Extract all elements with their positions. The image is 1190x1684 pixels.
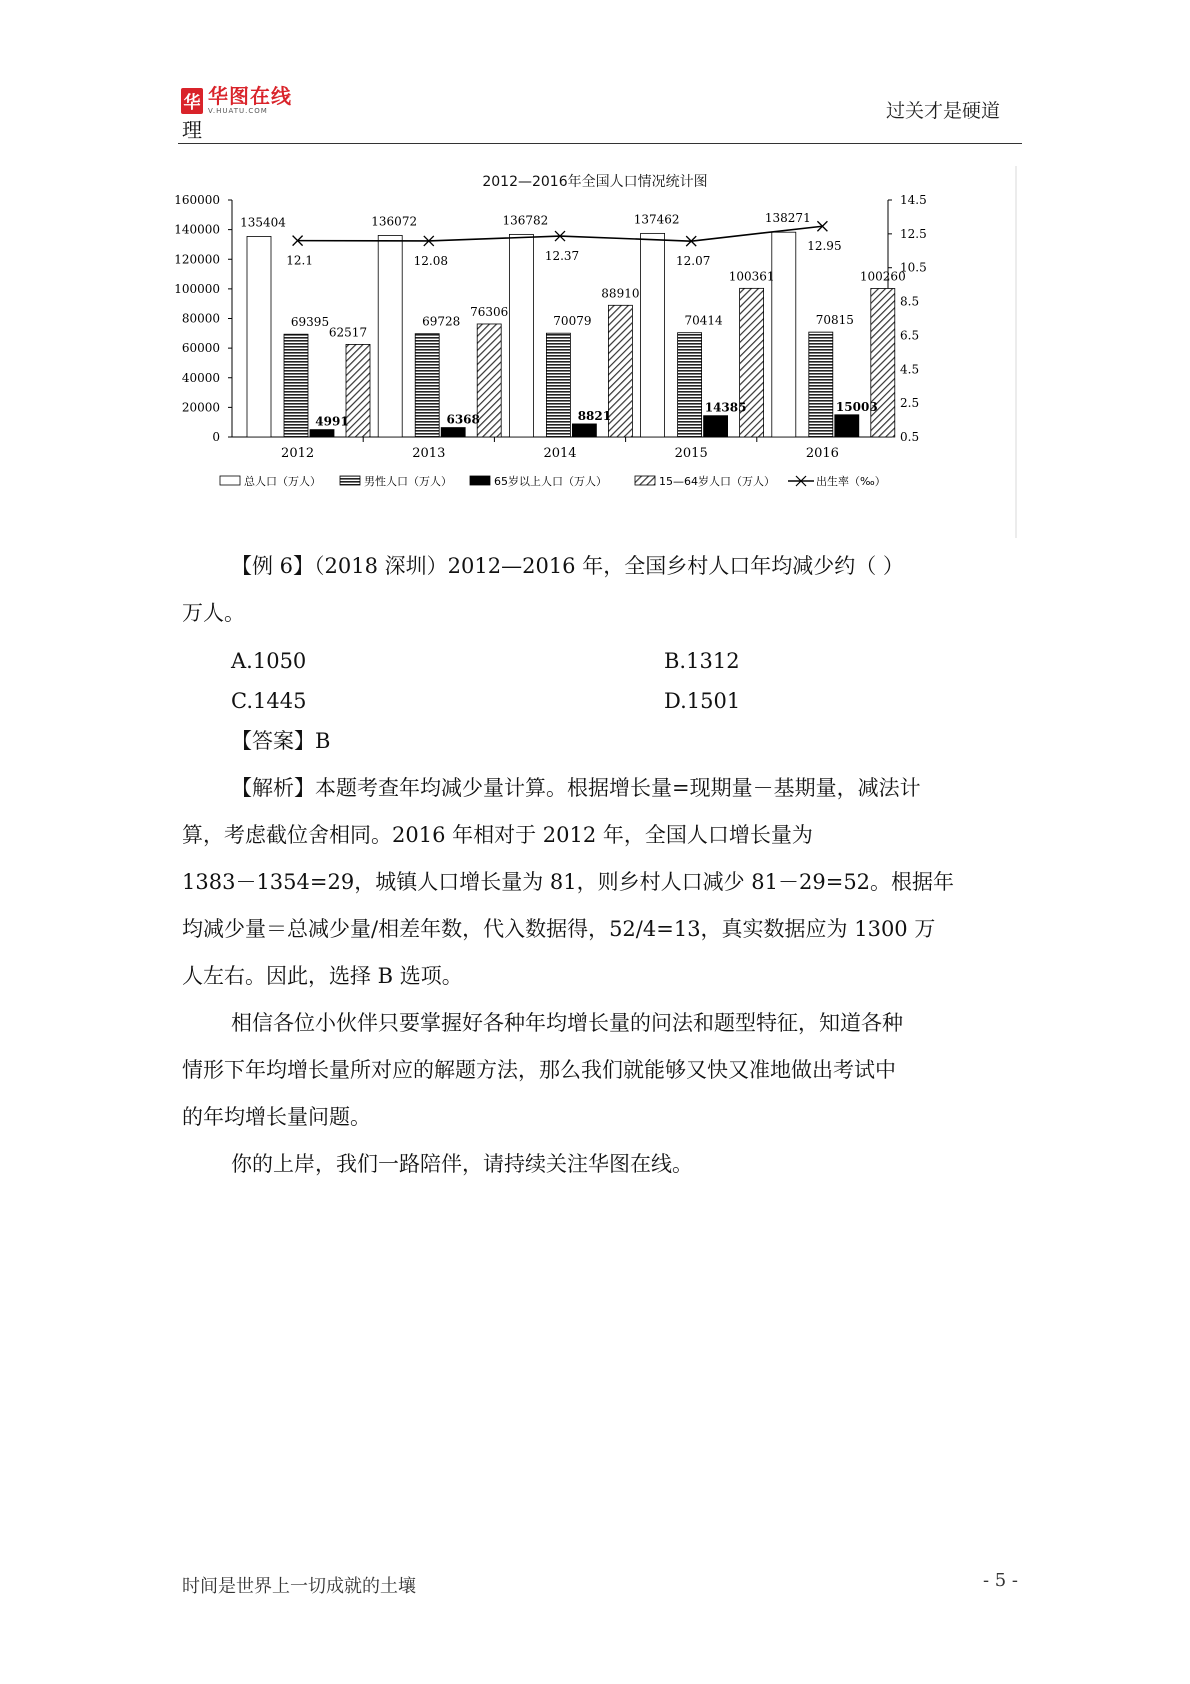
bar-3-2012 [310, 430, 334, 437]
footer-motto: 时间是世界上一切成就的土壤 [182, 1576, 416, 1597]
x-tick-label: 2012 [281, 446, 315, 461]
brand-logo [181, 86, 292, 115]
bar-2-2012 [284, 334, 308, 437]
label-birth-rate-2012: 12.1 [286, 253, 313, 268]
label-total-2015: 137462 [633, 212, 680, 227]
bar-2-2015 [678, 333, 702, 437]
header-left-char: 理 [182, 118, 202, 142]
closing-line-3: 的年均增长量问题。 [182, 1105, 371, 1129]
legend-swatch-2 [340, 476, 360, 485]
label-birth-rate-2015: 12.07 [676, 254, 711, 269]
bar-4-2014 [608, 305, 632, 437]
bar-3-2015 [704, 416, 728, 437]
x-tick-label: 2015 [674, 446, 708, 461]
option-d: D.1501 [664, 689, 741, 713]
option-c: C.1445 [231, 689, 307, 713]
logo-name: 华图在线 [208, 84, 292, 108]
answer: 【答案】B [231, 729, 331, 753]
legend-swatch-4 [635, 476, 655, 485]
left-tick-label: 120000 [174, 252, 220, 267]
closing-line-1: 相信各位小伙伴只要掌握好各种年均增长量的问法和题型特征，知道各种 [231, 1011, 903, 1035]
bar-4-2013 [477, 324, 501, 437]
legend-label-4: 15—64岁人口（万人） [659, 475, 775, 488]
bar-2-2013 [415, 334, 439, 437]
header-divider [178, 143, 1022, 144]
left-tick-label: 60000 [181, 341, 220, 356]
analysis-line-1: 【解析】本题考查年均减少量计算。根据增长量=现期量－基期量，减法计 [231, 776, 921, 800]
label-65plus-2014: 8821 [577, 408, 612, 423]
bar-3-2014 [572, 424, 596, 437]
option-b: B.1312 [664, 649, 740, 673]
right-tick-label: 12.5 [900, 226, 927, 241]
label-15to64-2014: 88910 [601, 286, 640, 301]
page-number: - 5 - [982, 1570, 1018, 1591]
label-15to64-2013: 76306 [470, 304, 509, 319]
left-tick-label: 0 [212, 430, 220, 444]
label-male-2014: 70079 [553, 314, 592, 329]
bar-1-2015 [641, 233, 665, 437]
logo-text [208, 86, 292, 115]
legend-label-5: 出生率（‰） [816, 475, 886, 488]
label-total-2014: 136782 [502, 213, 549, 228]
population-chart [174, 166, 1020, 538]
label-total-2013: 136072 [371, 214, 418, 229]
label-birth-rate-2013: 12.08 [413, 253, 448, 268]
label-15to64-2012: 62517 [328, 325, 368, 340]
question-line-2: 万人。 [182, 601, 245, 625]
chart-title: 2012—2016年全国人口情况统计图 [482, 174, 708, 190]
label-15to64-2015: 100361 [728, 269, 775, 284]
left-tick-label: 100000 [174, 281, 220, 296]
bar-1-2012 [247, 236, 271, 437]
label-total-2012: 135404 [240, 215, 286, 230]
label-total-2016: 138271 [764, 211, 811, 226]
bar-3-2016 [835, 415, 859, 437]
left-tick-label: 40000 [181, 370, 220, 385]
right-tick-label: 8.5 [900, 294, 920, 309]
label-65plus-2016: 15003 [835, 399, 878, 414]
bar-3-2013 [441, 428, 465, 437]
label-65plus-2012: 4991 [315, 414, 349, 429]
bar-2-2016 [809, 332, 833, 437]
logo-mark: 华 [181, 88, 203, 114]
label-65plus-2013: 6368 [446, 412, 480, 427]
analysis-line-3: 1383－1354=29，城镇人口增长量为 81，则乡村人口减少 81－29=52。根据年 [182, 870, 955, 894]
bar-1-2014 [509, 234, 533, 437]
bar-1-2016 [772, 232, 796, 437]
label-65plus-2015: 14385 [704, 400, 747, 415]
question-line-1: 【例 6】（2018 深圳）2012—2016 年，全国乡村人口年均减少约（ ） [231, 554, 904, 578]
option-a: A.1050 [231, 649, 307, 673]
label-15to64-2016: 100260 [859, 269, 906, 284]
label-male-2012: 69395 [290, 315, 330, 330]
x-tick-label: 2013 [412, 446, 446, 461]
left-tick-label: 160000 [174, 193, 220, 207]
bar-4-2012 [346, 344, 370, 437]
logo-url: V.HUATU.COM [208, 107, 268, 115]
label-male-2015: 70414 [684, 313, 723, 328]
x-tick-label: 2016 [805, 446, 839, 461]
bar-2-2014 [546, 333, 570, 437]
label-male-2016: 70815 [815, 313, 854, 328]
right-tick-label: 0.5 [900, 430, 920, 444]
legend-swatch-1 [220, 476, 240, 485]
bar-4-2016 [871, 288, 895, 437]
closing-line-2: 情形下年均增长量所对应的解题方法，那么我们就能够又快又准地做出考试中 [182, 1058, 896, 1082]
right-tick-label: 2.5 [900, 396, 920, 411]
bar-1-2013 [378, 235, 402, 437]
left-tick-label: 20000 [181, 400, 220, 415]
right-tick-label: 10.5 [900, 260, 927, 275]
analysis-line-5: 人左右。因此，选择 B 选项。 [182, 964, 463, 988]
label-birth-rate-2016: 12.95 [807, 239, 842, 254]
legend-label-3: 65岁以上人口（万人） [494, 475, 607, 488]
right-tick-label: 14.5 [900, 193, 927, 207]
header-slogan: 过关才是硬道 [885, 100, 1000, 122]
legend-label-1: 总人口（万人） [244, 475, 321, 488]
left-tick-label: 140000 [174, 222, 220, 237]
x-tick-label: 2014 [543, 446, 577, 461]
analysis-line-2: 算，考虑截位舍相同。2016 年相对于 2012 年，全国人口增长量为 [182, 823, 813, 847]
legend-label-2: 男性人口（万人） [364, 475, 452, 488]
right-tick-label: 4.5 [900, 362, 920, 377]
label-birth-rate-2014: 12.37 [544, 249, 580, 264]
legend-swatch-3 [470, 476, 490, 485]
right-tick-label: 6.5 [900, 328, 920, 343]
analysis-line-4: 均减少量＝总减少量/相差年数，代入数据得，52/4=13，真实数据应为 1300 万 [182, 917, 936, 941]
left-tick-label: 80000 [181, 311, 220, 326]
label-male-2013: 69728 [422, 314, 461, 329]
farewell: 你的上岸，我们一路陪伴，请持续关注华图在线。 [231, 1152, 693, 1176]
